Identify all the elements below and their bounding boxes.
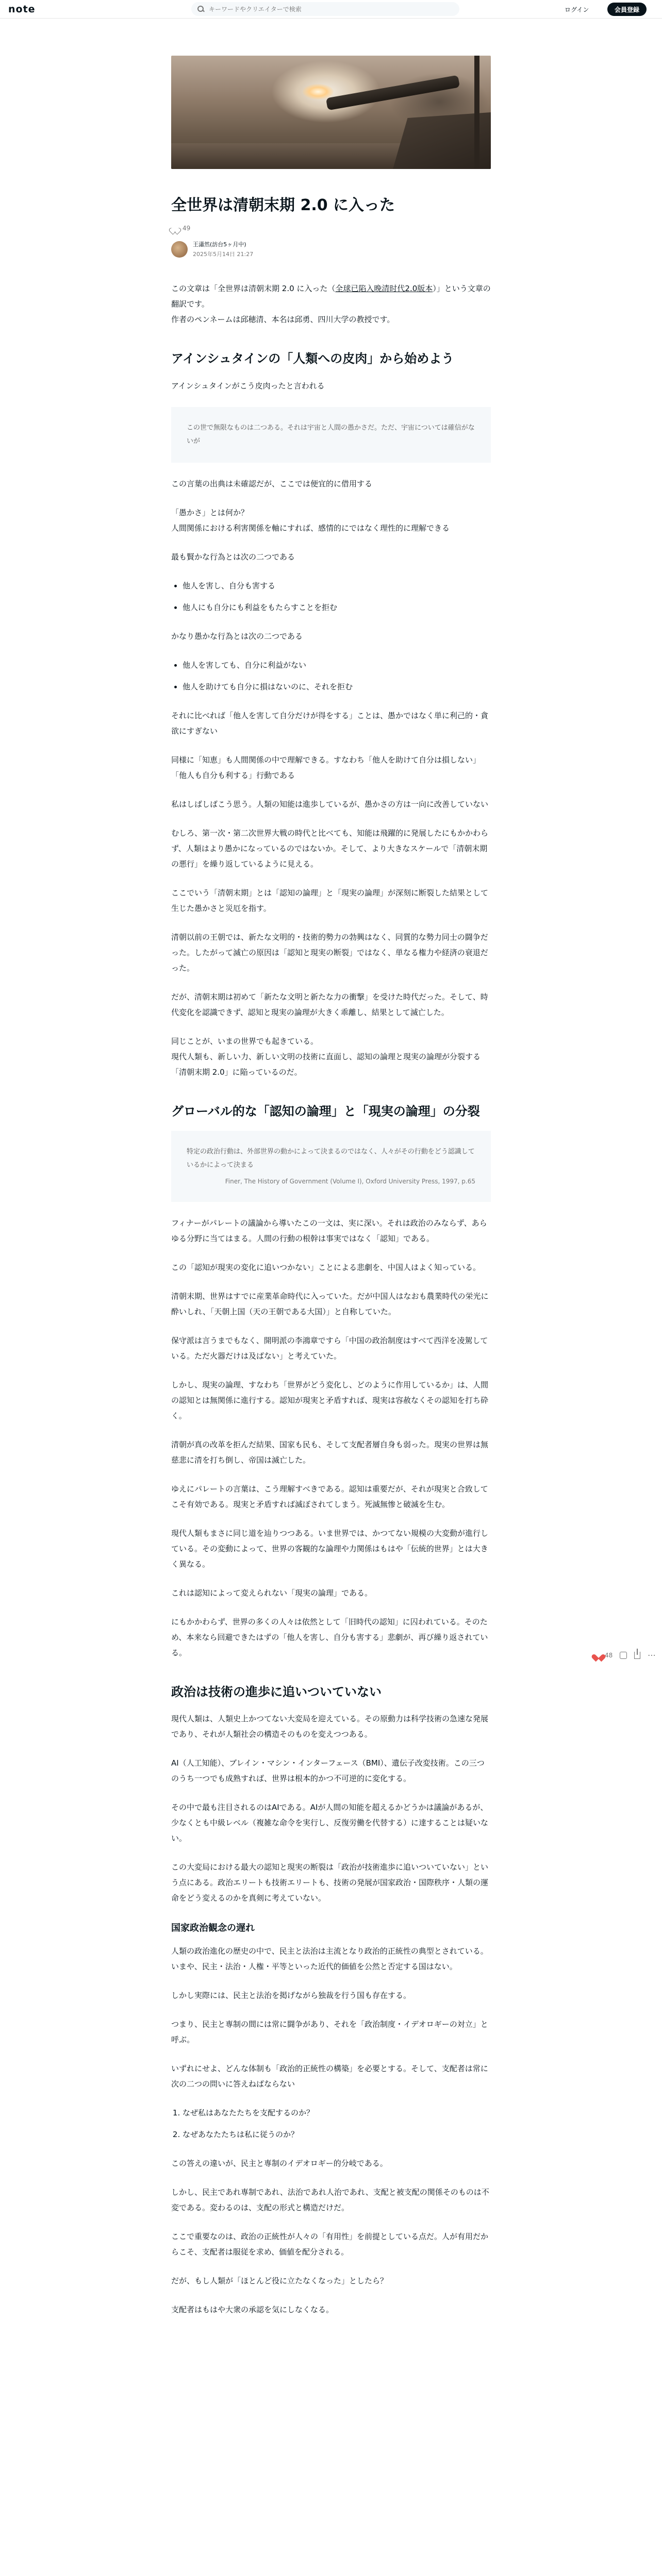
paragraph: AI（人工知能）、ブレイン・マシン・インターフェース（BMI）、遺伝子改変技術。この三つのうち一つでも成熟すれば、世界は根本的かつ不可逆的に変化する。: [171, 1758, 485, 1784]
publish-date: 2025年5月14日 21:27: [193, 251, 254, 258]
paragraph: この「認知が現実の変化に追いつかない」ことによる悲劇を、中国人はよく知っている。: [171, 1262, 481, 1272]
paragraph: 同じことが、いまの世界でも起きている。: [171, 1036, 319, 1046]
like-count: 49: [183, 225, 191, 232]
paragraph: 同様に「知恵」も人間関係の中で理解できる。すなわち「他人を助けて自分は損しない」「他人も自分も利する」行動である: [171, 755, 481, 780]
floating-action-bar: [594, 1648, 656, 1663]
search-icon: [197, 6, 205, 13]
paragraph: つまり、民主と専制の間には常に闘争があり、それを「政治制度・イデオロギーの対立」と呼ぶ。: [171, 2020, 488, 2045]
paragraph: 清朝末期、世界はすでに産業革命時代に入っていた。だが中国人はなおも農業時代の栄光に酔いしれ、「天朝上国（天の王朝である大国）」と自称していた。: [171, 1291, 489, 1316]
paragraph: かなり愚かな行為とは次の二つである: [171, 631, 303, 641]
section-heading: グローバル的な「認知の論理」と「現実の論理」の分裂: [171, 1104, 480, 1118]
article-title: 全世界は清朝末期 2.0 に入った: [171, 196, 395, 214]
hero-image: [171, 56, 491, 169]
list-item: • 他人を害し、自分も害する: [183, 578, 491, 594]
paragraph: だが、清朝末期は初めて「新たな文明と新たな力の衝撃」を受けた時代だった。そして、時代変化を認識できず、認知と現実の論理が大きく乖離し、結果として滅亡した。: [171, 992, 488, 1017]
paragraph: ゆえにパレートの言葉は、こう理解すべきである。認知は重要だが、それが現実と合致してこそ有効である。現実と矛盾すれば滅ぼされてしまう。死滅無惨と破滅を生む。: [171, 1484, 488, 1509]
signup-button[interactable]: 会員登録: [607, 3, 647, 16]
share-icon[interactable]: [634, 1652, 640, 1659]
paragraph: この答えの違いが、民主と専制のイデオロギー的分岐である。: [171, 2159, 388, 2168]
more-options-icon[interactable]: ⋯: [648, 1650, 656, 1660]
comment-icon[interactable]: [620, 1652, 627, 1659]
list-item: • 他人を害しても、自分に利益がない: [183, 657, 491, 673]
list-item: • 他人を助けても自分に損はないのに、それを拒む: [183, 679, 491, 694]
paragraph: むしろ、第一次・第二次世界大戦の時代と比べても、知能は飛躍的に発展したにもかかわらず、人類はより愚かになっているのではないか。そして、より大きなスケールで「清朝末期の悪行」を繰り返しているように見える。: [171, 828, 489, 869]
site-header: [0, 0, 662, 19]
section-heading: 政治は技術の進歩に追いついていない: [171, 1684, 382, 1699]
paragraph: これは認知によって変えられない「現実の論理」である。: [171, 1588, 373, 1598]
paragraph: 人間関係における利害関係を軸にすれば、感情的にではなく理性的に理解できる: [171, 523, 450, 533]
article-body: [171, 281, 491, 2317]
floating-like-count: 48: [605, 1652, 613, 1659]
paragraph: 人類の政治進化の歴史の中で、民主と法治は主流となり政治的正統性の典型とされている。いまや、民主・法治・人権・平等といった近代的価値を公然と否定する国はない。: [171, 1946, 488, 1972]
paragraph: 作者のペンネームは邱穂清、本名は邱勇、四川大学の教授です。: [171, 315, 395, 324]
bullet-list: [183, 578, 491, 615]
quote-citation: Finer, The History of Government (Volume I), Oxford University Press, 1997, p.65: [225, 1177, 475, 1185]
like-heart-icon[interactable]: [594, 1651, 602, 1659]
paragraph: 現代人類は、人類史上かつてない大変局を迎えている。その原動力は科学技術の急速な発展であり、それが人類社会の構造そのものを変えつつある。: [171, 1714, 489, 1739]
paragraph: その中で最も注目されるのはAIである。AIが人間の知能を超えるかどうかは議論があるが、少なくとも中級レベル（複雑な命令を実行し、反復労働を代替する）に達することは疑いない。: [171, 1803, 489, 1843]
numbered-list: [183, 2105, 491, 2142]
bullet-list: [183, 657, 491, 694]
paragraph: しかし、現実の論理、すなわち「世界がどう変化し、どのように作用しているか」は、人間の認知とは無関係に進行する。認知が現実と矛盾すれば、現実は容赦なくその認知を打ち砕く。: [171, 1380, 489, 1420]
paragraph: しかし実際には、民主と法治を掲げながら独裁を行う国も存在する。: [171, 1991, 411, 2001]
paragraph: ここで重要なのは、政治の正統性が人々の「有用性」を前提としている点だ。人が有用だからこそ、支配者は服従を求め、価値を配分される。: [171, 2232, 489, 2257]
paragraph: いずれにせよ、どんな体制も「政治的正統性の構築」を必要とする。そして、支配者は常に次の二つの問いに答えねばならない: [171, 2064, 488, 2089]
heart-icon[interactable]: [171, 225, 178, 232]
subsection-heading: 国家政治観念の遅れ: [171, 1923, 255, 1934]
paragraph: 保守派は言うまでもなく、開明派の李鴻章ですら「中国の政治制度はすべて西洋を凌駕している。ただ火器だけは及ばない」と考えていた。: [171, 1335, 488, 1361]
paragraph: 清朝が真の改革を拒んだ結果、国家も民も、そして支配者層自身も弱った。現実の世界は無慈悲に清を打ち倒し、帝国は滅亡した。: [171, 1439, 489, 1465]
paragraph: フィナーがパレートの議論から導いたこの一文は、実に深い。それは政治のみならず、あらゆる分野に当てはまる。人間の行動の根幹は事実ではなく「認知」である。: [171, 1218, 487, 1243]
source-link[interactable]: 全球已陷入晚清时代2.0版本: [335, 284, 433, 293]
paragraph: だが、もし人類が「ほとんど役に立たなくなった」としたら？: [171, 2276, 388, 2286]
list-item: • 他人にも自分にも利益をもたらすことを拒む: [183, 600, 491, 615]
author-name[interactable]: 王瀟然(訪台5ヶ月中): [193, 241, 246, 248]
paragraph: 現代人類もまさに同じ道を辿りつつある。いま世界では、かつてない規模の大変動が進行している。その変動によって、世界の客観的な論理や力関係はもはや「伝統的世界」とは大きく異なる。: [171, 1528, 489, 1569]
section-heading: アインシュタインの「人類への皮肉」から始めよう: [171, 351, 454, 366]
search-input[interactable]: [209, 6, 446, 13]
paragraph: にもかかわらず、世界の多くの人々は依然として「旧時代の認知」に囚われている。そのため、本来なら回避できたはずの「他人を害し、自分も害する」悲劇が、再び繰り返されている。: [171, 1617, 488, 1657]
paragraph: この文章は「全世界は清朝末期 2.0 に入った（全球已陷入晚清时代2.0版本）」という文章の翻訳です。: [171, 284, 491, 309]
avatar[interactable]: [171, 241, 188, 258]
list-item: 1. なぜ私はあなたたちを支配するのか？: [183, 2105, 491, 2121]
paragraph: ここでいう「清朝末期」とは「認知の論理」と「現実の論理」が深刻に断裂した結果として生じた愚かさと災厄を指す。: [171, 888, 489, 913]
paragraph: 現代人類も、新しい力、新しい文明の技術に直面し、認知の論理と現実の論理が分裂する「清朝末期 2.0」に陥っているのだ。: [171, 1052, 481, 1077]
paragraph: それに比べれば「他人を害して自分だけが得をする」ことは、愚かではなく単に利己的・貪欲にすぎない: [171, 710, 489, 736]
paragraph: 最も賢かな行為とは次の二つである: [171, 552, 295, 562]
like-row[interactable]: [171, 225, 491, 232]
paragraph: 清朝以前の王朝では、新たな文明的・技術的勢力の勃興はなく、同質的な勢力同士の闘争だった。したがって滅亡の原因は「認知と現実の断裂」ではなく、単なる権力や経済の衰退だった。: [171, 932, 488, 973]
note-logo[interactable]: note: [8, 3, 36, 15]
paragraph: 「愚かさ」とは何か？: [171, 507, 249, 517]
paragraph: この言葉の出典は未確認だが、ここでは便宜的に借用する: [171, 479, 373, 488]
blockquote: この世で無限なものは二つある。それは宇宙と人間の愚かさだ。ただ、宇宙については確信がないが: [171, 407, 491, 463]
login-button[interactable]: ログイン: [565, 6, 589, 13]
list-item: 2. なぜあなたたちは私に従うのか？: [183, 2127, 491, 2142]
paragraph: しかし、民主であれ専制であれ、法治であれ人治であれ、支配と被支配の関係そのものは不変である。変わるのは、支配の形式と構造だけだ。: [171, 2188, 489, 2213]
paragraph: 支配者はもはや大衆の承認を気にしなくなる。: [171, 2305, 334, 2315]
blockquote: [171, 1131, 491, 1202]
paragraph: この大変局における最大の認知と現実の断裂は「政治が技術進歩に追いついていない」という点にある。政治エリートも技術エリートも、技術の発展が国家政治・国際秩序・人類の運命をどう変えるのかを真剣に考えていない。: [171, 1862, 489, 1903]
article: [171, 56, 491, 2331]
quote-text: 特定の政治行動は、外部世界の動かによって決まるのではなく、人々がその行動をどう認識しているかによって決まる: [187, 1147, 475, 1169]
paragraph: アインシュタインがこう皮肉ったと言われる: [171, 381, 325, 391]
search-box[interactable]: [191, 2, 459, 16]
paragraph: 私はしばしばこう思う。人類の知能は進歩しているが、愚かさの方は一向に改善していない: [171, 799, 489, 809]
author-row[interactable]: [171, 240, 491, 258]
